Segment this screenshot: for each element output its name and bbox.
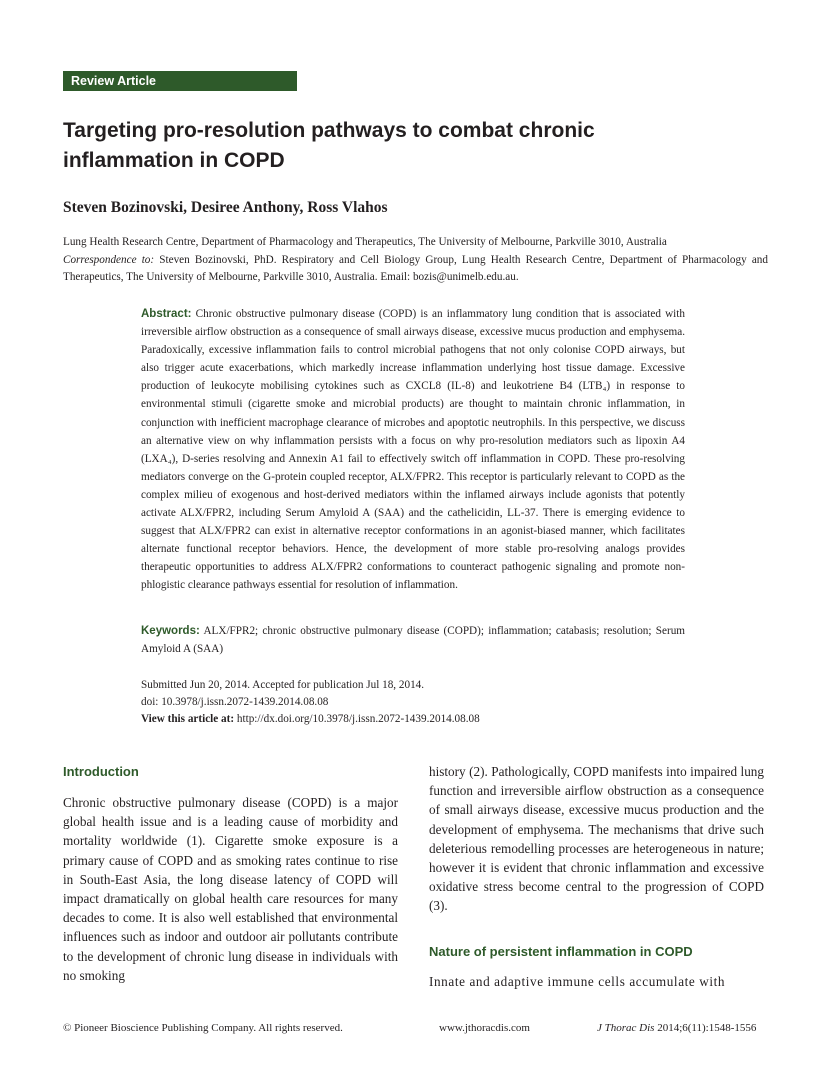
keywords-label: Keywords:	[141, 625, 200, 637]
doi: doi: 10.3978/j.issn.2072-1439.2014.08.08	[141, 696, 329, 708]
author-list: Steven Bozinovski, Desiree Anthony, Ross Vlahos	[63, 199, 388, 216]
footer-url-link[interactable]: www.jthoracdis.com	[439, 1022, 530, 1034]
footer-copyright: © Pioneer Bioscience Publishing Company. All rights reserved.	[63, 1022, 343, 1034]
section2-heading: Nature of persistent inflammation in COPD	[429, 943, 693, 959]
left-column	[63, 763, 398, 985]
keywords-text: ALX/FPR2; chronic obstructive pulmonary disease (COPD); inflammation; catabasis; resolution; Serum Amyloid A (SAA)	[141, 625, 685, 655]
abstract	[141, 305, 685, 595]
section2-paragraph: Innate and adaptive immune cells accumulate with	[429, 973, 726, 989]
affiliation: Lung Health Research Centre, Department of Pharmacology and Therapeutics, The University of Melbourne, Parkville 3010, Australia	[63, 236, 667, 248]
correspondence-text: Steven Bozinovski, PhD. Respiratory and Cell Biology Group, Lung Health Research Centre, Department of Pharmacology and Therapeutics, The University of Melbourne, Parkville 3010, Australia. Email: bozis@unimelb.edu.au.	[63, 253, 768, 283]
article-meta	[141, 677, 685, 728]
view-label: View this article at:	[141, 713, 235, 725]
right-paragraph: history (2). Pathologically, COPD manifests into impaired lung function and irreversible airflow obstruction as a consequence of small airways disease, excessive mucus production and the development of emphysema. The mechanisms that drive such deleterious remodelling processes are heterogeneous in nature; however it is evident that chronic inflammation and excessive oxidative stress become central to the progression of COPD (3).	[429, 764, 764, 914]
submission-dates: Submitted Jun 20, 2014. Accepted for publication Jul 18, 2014.	[141, 679, 425, 691]
footer-citation	[597, 1021, 756, 1035]
footer-volume: 2014;6(11):1548-1556	[657, 1022, 757, 1034]
article-type-banner: Review Article	[63, 71, 297, 91]
correspondence	[63, 252, 768, 287]
footer-journal: J Thorac Dis	[597, 1022, 655, 1034]
view-article	[141, 711, 685, 728]
keywords	[141, 622, 685, 658]
intro-paragraph: Chronic obstructive pulmonary disease (COPD) is a major global health issue and is a leading cause of morbidity and mortality worldwide (1). Cigarette smoke exposure is a primary cause of COPD and as smoking rates continue to rise in South-East Asia, the long disease latency of COPD will impact dramatically on global health care resources for many decades to come. It is also well established that environmental influences such as indoor and outdoor air pollutants contribute to the development of chronic lung disease in individuals with no smoking	[63, 795, 398, 983]
right-column	[429, 762, 764, 991]
article-title: Targeting pro-resolution pathways to combat chronic inflammation in COPD	[63, 119, 595, 172]
view-url-link[interactable]: http://dx.doi.org/10.3978/j.issn.2072-1439.2014.08.08	[236, 713, 480, 725]
abstract-label: Abstract:	[141, 308, 192, 320]
abstract-text: Chronic obstructive pulmonary disease (COPD) is an inflammatory lung condition that is associated with irreversible airflow obstruction as a consequence of small airways disease, excessive mucus production and emphysema. Paradoxically, excessive inflammation fails to control microbial pathogens that not only colonise COPD airways, but also trigger acute exacerbations, which markedly increase inflammation underlying host tissue damage. Excessive production of leukocyte mobilising cytokines such as CXCL8 (IL-8) and leukotriene B4 (LTB₄) in response to environmental stimuli (cigarette smoke and microbial products) are thought to maintain chronic inflammation, in conjunction with inefficient macrophage clearance of microbes and apoptotic neutrophils. In this perspective, we discuss an alternative view on why inflammation persists with a focus on why pro-resolution mediators such as lipoxin A4 (LXA₄), D-series resolving and Annexin A1 fail to effectively switch off inflammation in COPD. These pro-resolving mediators converge on the G-protein coupled receptor, ALX/FPR2. This receptor is particularly relevant to COPD as the complex milieu of exogenous and host-derived mediators within the inflamed airways include agonists that potently activate ALX/FPR2, including Serum Amyloid A (SAA) and the cathelicidin, LL-37. There is emerging evidence to suggest that ALX/FPR2 can exist in alternative receptor conformations in an agonist-biased manner, which facilitates alternate functional receptor behaviors. Hence, the development of more stable pro-resolving analogs provides therapeutic opportunities to address ALX/FPR2 conformations to counteract pathogenic signaling and promote non-phlogistic clearance pathways essential for resolution of inflammation.	[141, 308, 685, 592]
correspondence-label: Correspondence to:	[63, 253, 155, 266]
affiliation-block	[63, 234, 768, 287]
intro-heading: Introduction	[63, 764, 139, 779]
